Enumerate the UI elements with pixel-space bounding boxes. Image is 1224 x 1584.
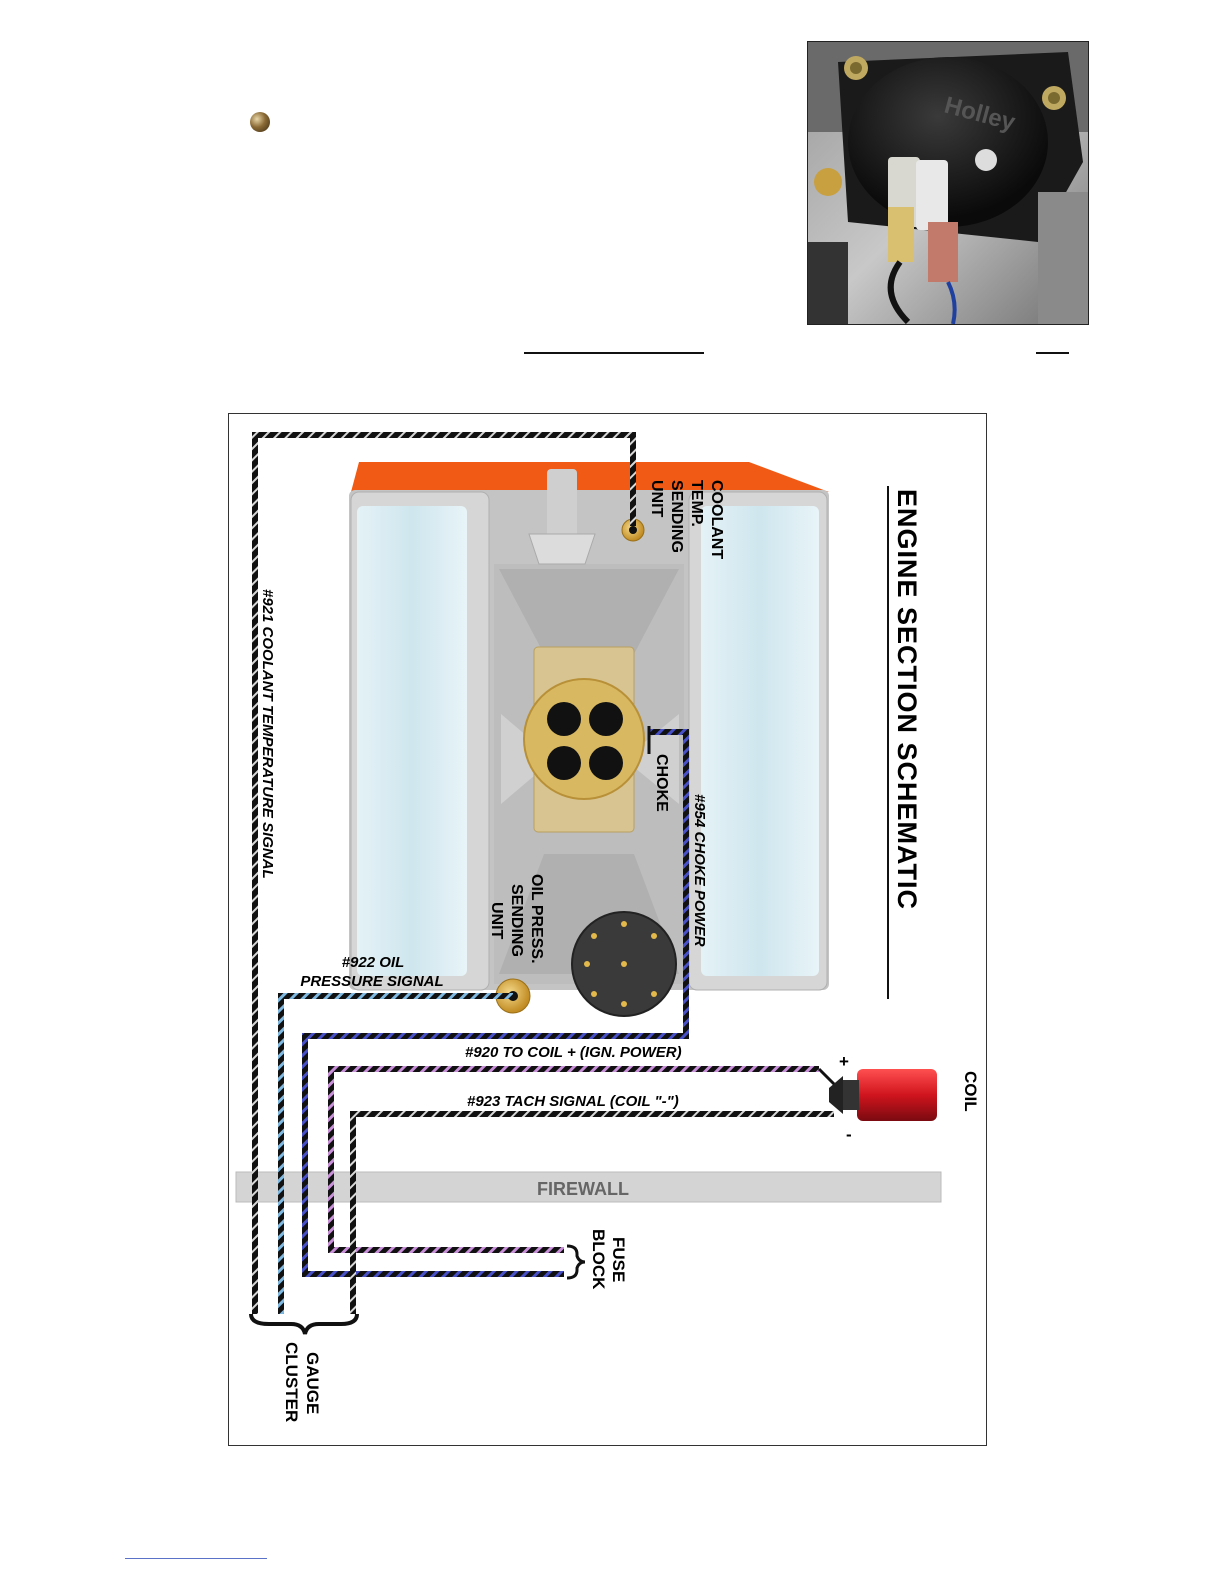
choke-photo (807, 41, 1089, 325)
fuse-block-brace (567, 1246, 585, 1278)
carburetor (524, 647, 644, 832)
choke-photo-image (808, 42, 1088, 324)
bullet-icon (250, 112, 270, 132)
underline-rule (524, 352, 704, 354)
cylinder-bank-left (357, 506, 467, 976)
svg-text:SENDING: SENDING (508, 884, 525, 957)
svg-text:OIL PRESS.: OIL PRESS. (528, 874, 545, 964)
schematic-drawing (229, 414, 986, 1445)
coil-plus-label: + (839, 1052, 849, 1071)
engine-schematic (228, 413, 987, 1446)
svg-text:FUSE: FUSE (609, 1237, 628, 1283)
svg-text:COOLANT: COOLANT (708, 480, 725, 560)
firewall-label: FIREWALL (537, 1179, 629, 1199)
gauge-cluster-label (282, 1342, 322, 1422)
svg-text:UNIT: UNIT (488, 902, 505, 940)
fuse-block-label (589, 1229, 628, 1290)
cylinder-bank-right (701, 506, 819, 976)
holley-logo-text: Holley (941, 91, 1019, 137)
svg-text:GAUGE: GAUGE (303, 1352, 322, 1415)
svg-text:UNIT: UNIT (648, 480, 665, 518)
svg-text:PRESSURE SIGNAL: PRESSURE SIGNAL (300, 973, 444, 990)
underline-rule-short (1036, 352, 1069, 354)
tach-signal-label: #923 TACH SIGNAL (COIL "-") (467, 1093, 679, 1110)
coil-label: COIL (961, 1071, 980, 1112)
intake-manifold-top (351, 462, 829, 492)
schematic-title: ENGINE SECTION SCHEMATIC (892, 489, 922, 911)
svg-text:CLUSTER: CLUSTER (282, 1342, 301, 1423)
coolant-signal-label: #921 COOLANT TEMPERATURE SIGNAL (259, 589, 276, 879)
gauge-cluster-brace (251, 1314, 357, 1334)
distributor (572, 912, 676, 1016)
choke-power-label: #954 CHOKE POWER (691, 794, 708, 947)
choke-label: CHOKE (653, 754, 670, 812)
footnote-rule (125, 1558, 267, 1559)
svg-text:BLOCK: BLOCK (589, 1229, 608, 1290)
svg-text:SENDING: SENDING (668, 480, 685, 553)
coil-power-label: #920 TO COIL + (IGN. POWER) (465, 1044, 682, 1061)
svg-text:TEMP.: TEMP. (688, 480, 705, 527)
ignition-coil (819, 1069, 937, 1121)
svg-text:#922 OIL: #922 OIL (341, 954, 405, 971)
coil-minus-label: - (846, 1125, 852, 1144)
